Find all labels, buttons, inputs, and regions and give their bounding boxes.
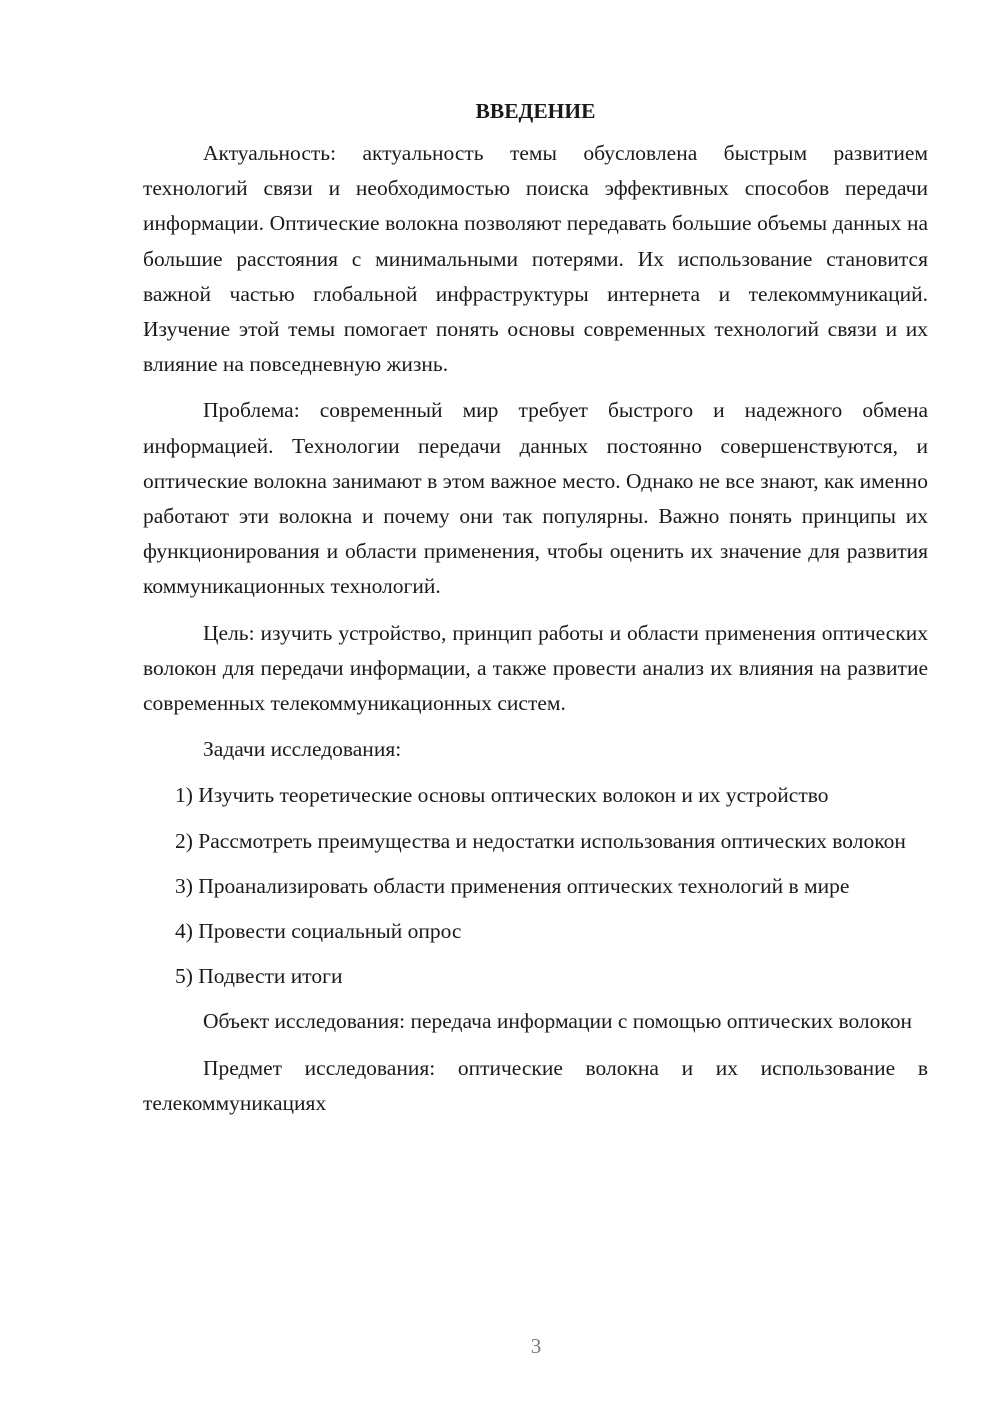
list-item: 1) Изучить теоретические основы оптических волокон и их устройство xyxy=(175,783,829,808)
page-content xyxy=(143,96,928,1132)
research-subject-paragraph: Предмет исследования: оптические волокна и их использование в телекоммуникациях xyxy=(143,1055,928,1115)
tasks-heading: Задачи исследования: xyxy=(203,737,402,762)
page-number: 3 xyxy=(530,1334,542,1358)
goal-paragraph: Цель: изучить устройство, принцип работы и области применения оптических волокон для передачи информации, а также провести анализ их влияния на развитие современных телекоммуникационных систем. xyxy=(143,620,928,716)
relevance-paragraph: Актуальность: актуальность темы обусловлена быстрым развитием технологий связи и необходимостью поиска эффективных способов передачи информации. Оптические волокна позволяют передавать большие объемы данных на большие расстояния с минимальными потерями. Их использование становится важной частью глобальной инфраструктуры интернета и телекоммуникаций. Изучение этой темы помогает понять основы современных технологий связи и их влияние на повседневную жизнь. xyxy=(143,141,928,377)
research-object-paragraph: Объект исследования: передача информации с помощью оптических волокон xyxy=(203,1009,913,1034)
problem-paragraph: Проблема: современный мир требует быстрого и надежного обмена информацией. Технологии передачи данных постоянно совершенствуются, и оптические волокна занимают в этом важное место. Однако не все знают, как именно работают эти волокна и почему они так популярны. Важно понять принципы их функционирования и области применения, чтобы оценить их значение для развития коммуникационных технологий. xyxy=(143,398,928,599)
list-item: 5) Подвести итоги xyxy=(175,964,343,989)
section-title: ВВЕДЕНИЕ xyxy=(475,99,596,123)
tasks-list xyxy=(143,778,928,994)
list-item: 3) Проанализировать области применения оптических технологий в мире xyxy=(175,873,850,898)
list-item: 2) Рассмотреть преимущества и недостатки использования оптических волокон xyxy=(175,828,906,853)
list-item: 4) Провести социальный опрос xyxy=(175,919,462,944)
